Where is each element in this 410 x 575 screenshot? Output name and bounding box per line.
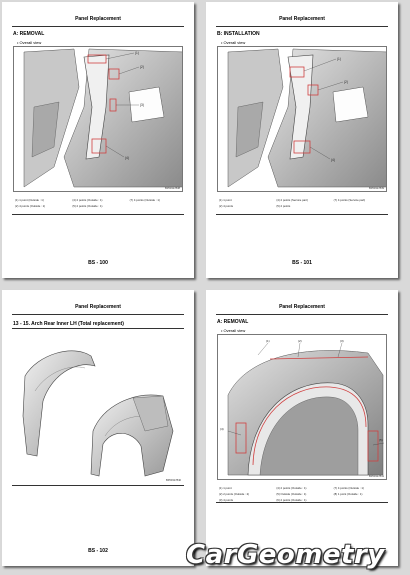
page-header: Panel Replacement [279, 304, 325, 310]
wheel-arch-removal-diagram [217, 334, 387, 480]
legend [219, 198, 387, 208]
svg-text:(2): (2) [344, 80, 348, 84]
figure-code: BP00317841 [368, 475, 384, 478]
section-title: A: REMOVAL [217, 319, 249, 325]
watermark-logo: CarGeometry [186, 540, 385, 570]
manual-page-2 [206, 2, 398, 278]
legend-item [130, 204, 183, 208]
manual-page-4 [206, 290, 398, 566]
page-number: BS - 101 [292, 260, 312, 266]
figure-code: BP00317838 [164, 187, 180, 190]
manual-page-3 [2, 290, 194, 566]
legend-item: (4) 2 points (Service part) [276, 198, 308, 202]
legend-item: (7) 4 points (Outside : 1) [333, 486, 364, 490]
subsection-title: • Overall view [221, 328, 246, 333]
svg-text:(2): (2) [140, 65, 144, 69]
footer-rule [216, 214, 388, 215]
legend-item: (7) 4 points (Outside : 1) [129, 198, 160, 202]
wheel-arch-diagram [13, 336, 183, 482]
pillar-diagram [13, 46, 183, 192]
header-rule [12, 26, 184, 27]
page-number: BS - 102 [88, 548, 108, 554]
legend-item: (8) 1 point (Outside : 1) [333, 492, 363, 496]
legend-item: (1) 1 point [219, 486, 232, 490]
header-rule [216, 26, 388, 27]
legend-item: (1) 1 point [219, 198, 232, 202]
section-rule [12, 328, 184, 329]
figure-code: BP00317840 [165, 479, 181, 482]
svg-text:(1): (1) [337, 57, 341, 61]
section-title: A: REMOVAL [13, 31, 45, 37]
legend-item: (5) 2 points [276, 204, 291, 208]
svg-text:(4): (4) [331, 158, 335, 162]
legend-item: (5) 2 points (Outside : 1) [72, 204, 103, 208]
svg-text:(4): (4) [220, 427, 224, 431]
subsection-title: • Overall view [221, 40, 246, 45]
page-header: Panel Replacement [279, 16, 325, 22]
legend-item: (2) 4 points [219, 204, 233, 208]
pillar-diagram [217, 46, 387, 192]
legend-item: (4) 2 points (Outside : 1) [276, 486, 307, 490]
svg-text:(1): (1) [135, 51, 139, 55]
legend-item: (7) 4 points (Service part) [333, 198, 366, 202]
header-rule [12, 314, 184, 315]
legend-item: (2) 4 points (Outside : 1) [15, 204, 46, 208]
legend-item: (3) 4 points [219, 498, 233, 502]
figure-code: BP00317839 [368, 187, 384, 190]
legend [15, 198, 183, 208]
section-title: B: INSTALLATION [217, 31, 260, 37]
svg-text:(4): (4) [125, 156, 129, 160]
legend-item: (2) 2 points (Outside : 2) [219, 492, 250, 496]
svg-text:(3): (3) [140, 103, 144, 107]
legend-item [334, 204, 387, 208]
legend-item: (5) Outside (Outside : 1) [276, 492, 307, 496]
footer-rule [12, 214, 184, 215]
legend [219, 486, 387, 502]
header-rule [216, 314, 388, 315]
page-header: Panel Replacement [75, 304, 121, 310]
page-number: BS - 100 [88, 260, 108, 266]
section-title: 13 - 15. Arch Rear Inner LH (Total replacement) [13, 321, 124, 327]
manual-page-1 [2, 2, 194, 278]
footer-rule [216, 502, 388, 503]
page-header: Panel Replacement [75, 16, 121, 22]
svg-text:(1): (1) [266, 339, 270, 343]
subsection-title: • Overall view [17, 40, 42, 45]
legend-item: (4) 2 points (Outside : 1) [72, 198, 103, 202]
footer-rule [12, 485, 184, 486]
legend-item: (6) 2 points (Outside : 1) [276, 498, 307, 502]
svg-text:(2): (2) [298, 339, 302, 343]
legend-item: (1) 1 point (Outside : 1) [15, 198, 44, 202]
svg-text:(5): (5) [379, 438, 383, 442]
svg-text:(3): (3) [340, 339, 344, 343]
